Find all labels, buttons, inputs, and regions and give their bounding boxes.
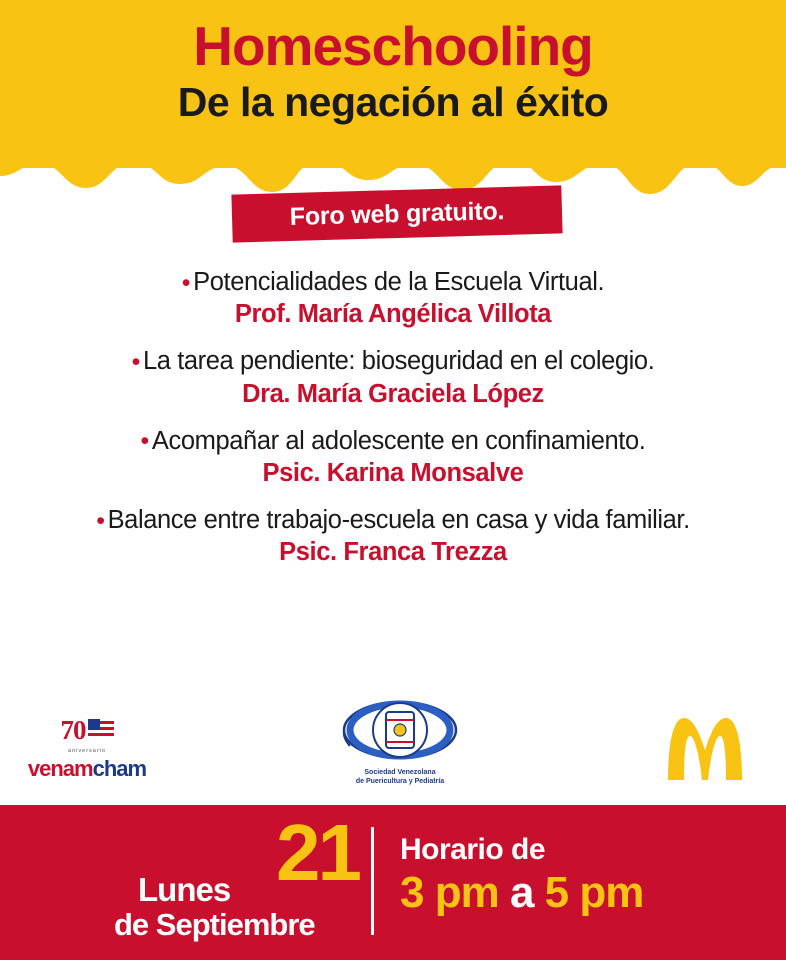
list-item — [0, 427, 786, 488]
topic-speaker: Psic. Franca Trezza — [279, 538, 507, 567]
topic-speaker: Psic. Karina Monsalve — [262, 458, 524, 487]
footer-divider — [371, 827, 374, 935]
event-date-block — [110, 808, 365, 944]
svpp-name-line2: de Puericultura y Pediatría — [355, 777, 445, 785]
flag-icon — [88, 719, 114, 741]
event-time-joiner: a — [509, 868, 534, 917]
sponsor-logos — [0, 700, 786, 805]
topic-text-line — [0, 268, 786, 297]
sponsor-svpp-logo — [320, 700, 480, 787]
anniversary-label: aniversario — [68, 748, 106, 754]
topic-text-line — [0, 506, 786, 535]
list-item — [0, 506, 786, 567]
topics-list — [0, 268, 786, 585]
page-title: Homeschooling — [193, 15, 593, 77]
sponsor-mcdonalds-logo — [660, 706, 750, 787]
bullet-icon: • — [131, 348, 140, 377]
bullet-icon: • — [181, 268, 191, 297]
ribbon-label: Foro web gratuito. — [289, 196, 505, 231]
topic-title: Balance entre trabajo-escuela en casa y vida familiar. — [107, 505, 690, 534]
venamcham-word-part2: cham — [92, 756, 147, 781]
event-time-to: 5 pm — [544, 868, 644, 917]
ribbon-wrapper — [0, 190, 786, 248]
topic-title: Acompañar al adolescente en confinamiento. — [151, 426, 646, 455]
sponsor-venamcham-logo — [22, 708, 152, 782]
event-day-number: 21 — [276, 808, 359, 897]
list-item — [0, 347, 786, 408]
venamcham-wordmark — [22, 756, 152, 782]
event-time-value — [400, 870, 740, 916]
list-item — [0, 268, 786, 329]
venamcham-anniversary-mark — [22, 708, 152, 752]
svpp-name-line1: Sociedad Venezolana — [364, 769, 436, 776]
event-time-label: Horario de — [400, 833, 546, 866]
event-weekday: Lunes — [138, 871, 231, 908]
topic-title: Potencialidades de la Escuela Virtual. — [193, 268, 605, 296]
footer-bar — [0, 805, 786, 960]
anniversary-number: 70 — [60, 714, 86, 745]
event-month: de Septiembre — [114, 907, 315, 942]
bullet-icon: • — [96, 506, 105, 535]
free-forum-ribbon — [231, 185, 562, 242]
topic-title: La tarea pendiente: bioseguridad en el colegio. — [142, 347, 655, 376]
event-time-block — [400, 833, 740, 916]
venamcham-word-part1: venam — [27, 756, 93, 781]
topic-text-line — [0, 347, 786, 376]
topic-text-line — [0, 427, 786, 456]
mcdonalds-arches-icon — [660, 706, 750, 782]
page-subtitle: De la negación al éxito — [177, 78, 609, 125]
svpp-emblem-icon — [320, 700, 480, 762]
bullet-icon: • — [140, 427, 149, 456]
event-time-from: 3 pm — [400, 868, 499, 917]
title-block — [0, 15, 786, 125]
topic-speaker: Prof. María Angélica Villota — [234, 300, 552, 329]
topic-speaker: Dra. María Graciela López — [242, 379, 544, 408]
